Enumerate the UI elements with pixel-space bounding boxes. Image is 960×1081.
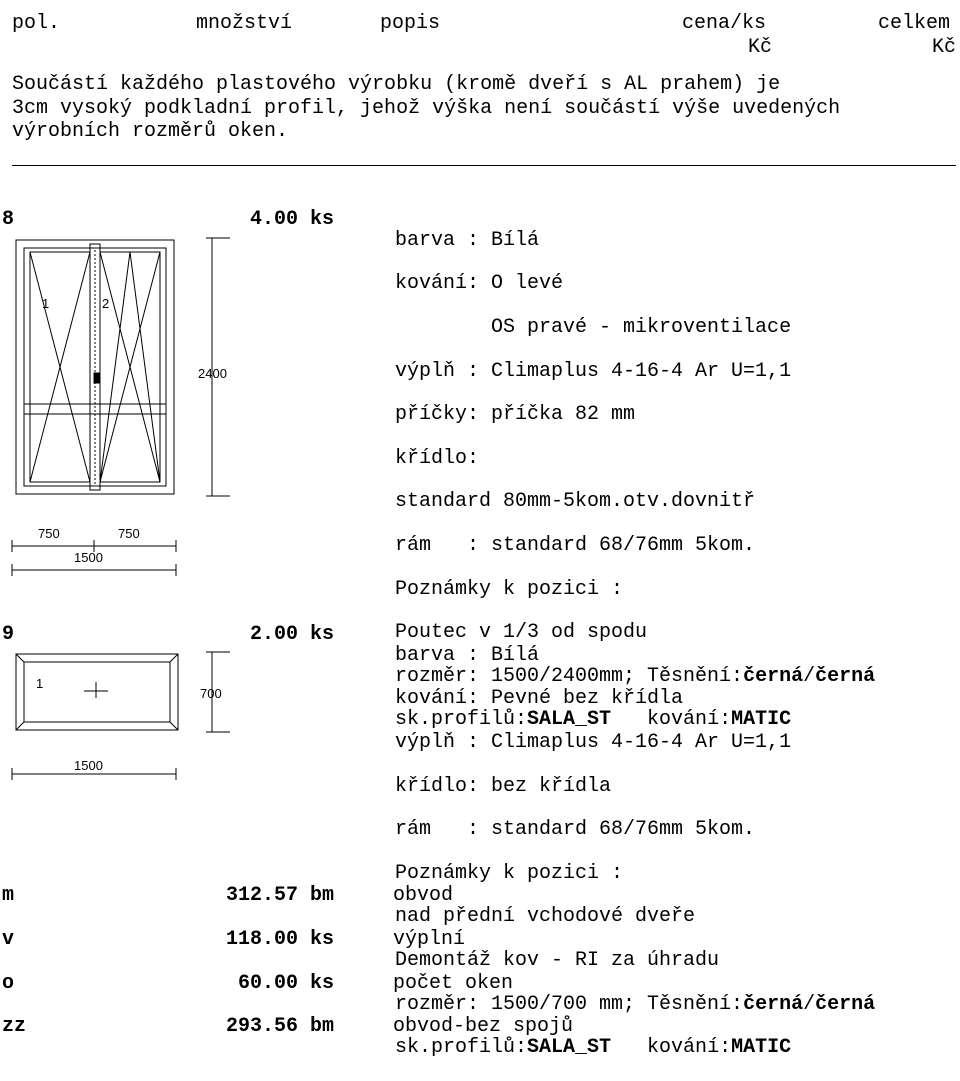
tilt-line [100,252,130,482]
profile-value: SALA_ST [527,1036,612,1060]
frame-corner [16,722,24,730]
summary-key: o [2,972,15,995]
summary-key: zz [2,1015,27,1038]
tilt-line [130,252,160,482]
header-cena-currency: Kč [748,36,773,59]
field-label-1: 1 [36,676,44,691]
item-8-desc-line: příčky: příčka 82 mm [395,403,636,427]
width-label-left: 750 [38,526,60,541]
size-label: rozměr: 1500/700 mm; Těsnění: [395,992,744,1016]
header-celkem-currency: Kč [932,36,957,59]
seal-color-b: černá [815,664,876,688]
note-line-2: 3cm vysoký podkladní profil, jehož výška není součástí výše uvedených [12,97,841,120]
seal-separator: / [803,992,816,1016]
item-9-desc-line: křídlo: bez křídla [395,774,612,798]
hardware-value: MATIC [731,1036,792,1060]
summary-value: 60.00 ks [238,972,335,995]
item-9-profile-line [395,1037,875,1059]
summary-key: m [2,884,15,907]
item-8-quantity: 4.00 ks [250,208,335,231]
item-8-desc-line: kování: O levé [395,272,564,296]
summary-value: 312.57 bm [226,884,335,907]
item-9-desc-line: Demontáž kov - RI za úhradu [395,948,720,972]
summary-row [2,928,14,951]
item-9-desc-line: barva : Bílá [395,643,540,667]
item-8-desc-line: standard 80mm-5kom.otv.dovnitř [395,490,756,514]
door-handle-icon [94,373,100,383]
width-label-right: 750 [118,526,140,541]
item-9-desc-line: nad přední vchodové dveře [395,905,696,929]
item-9-position: 9 [2,623,15,646]
item-8-desc-line: rám : standard 68/76mm 5kom. [395,533,756,557]
window-outer-frame [16,654,178,730]
frame-corner [170,722,178,730]
item-9-desc-line: rám : standard 68/76mm 5kom. [395,818,756,842]
summary-label: obvod [393,884,454,907]
height-label: 2400 [198,366,227,381]
size-label: rozměr: 1500/2400mm; Těsnění: [395,664,744,688]
header-pol: pol. [12,12,61,35]
seal-color-a: černá [743,664,804,688]
item-9-desc-line: Poznámky k pozici : [395,861,624,885]
summary-label: výplní [393,928,466,951]
item-9-desc-line: výplň : Climaplus 4-16-4 Ar U=1,1 [395,730,792,754]
frame-corner [170,654,178,662]
item-8-desc-line: Poutec v 1/3 od spodu [395,621,648,645]
window-inner-frame [24,662,170,722]
seal-color-b: černá [815,992,876,1016]
hardware-label: kování: [611,1036,732,1060]
header-celkem: celkem [878,12,951,35]
total-width-label: 1500 [74,758,103,773]
item-8-position: 8 [2,208,15,231]
summary-row [2,972,14,995]
seal-color-a: černá [743,992,804,1016]
item-8-desc-line: OS pravé - mikroventilace [395,315,792,339]
summary-label: obvod-bez spojů [393,1015,574,1038]
sash-label-2: 2 [102,296,110,311]
summary-value: 293.56 bm [226,1015,335,1038]
fixed-window-drawing [12,652,230,780]
item-8-desc-line: výplň : Climaplus 4-16-4 Ar U=1,1 [395,359,792,383]
item-8-desc-line: Poznámky k pozici : [395,577,624,601]
frame-corner [16,654,24,662]
item-9-desc-line: kování: Pevné bez křídla [395,687,684,711]
summary-row [2,1015,26,1038]
total-width-label: 1500 [74,550,103,565]
profile-label: sk.profilů: [395,1036,528,1060]
summary-key: v [2,928,15,951]
hardware-value: MATIC [731,708,792,732]
note-line-1: Součástí každého plastového výrobku (kromě dveří s AL prahem) je [12,73,781,96]
hardware-label: kování: [611,708,732,732]
header-cena: cena/ks [682,12,767,35]
note-line-3: výrobních rozměrů oken. [12,120,289,143]
height-label: 700 [200,686,222,701]
sash-label-1: 1 [42,296,50,311]
summary-row [2,884,14,907]
header-mnozstvi: množství [196,12,293,35]
profile-label: sk.profilů: [395,708,528,732]
seal-separator: / [803,664,816,688]
profile-value: SALA_ST [527,708,612,732]
item-8-desc-line: barva : Bílá [395,228,540,252]
summary-label: počet oken [393,972,514,995]
summary-value: 118.00 ks [226,928,335,951]
item-8-desc-line: křídlo: [395,446,480,470]
header-popis: popis [380,12,441,35]
item-9-quantity: 2.00 ks [250,623,335,646]
